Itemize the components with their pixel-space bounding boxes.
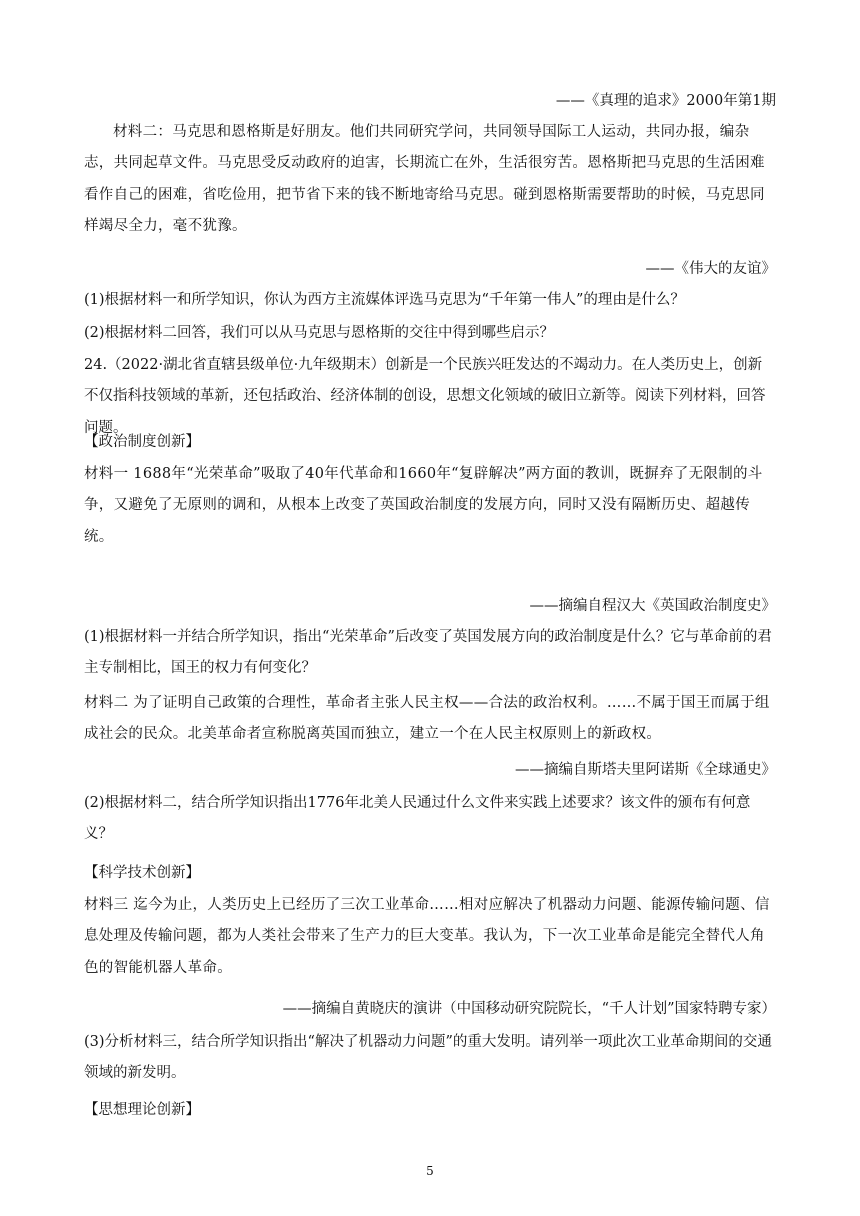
material-3-text: 材料三 迄今为止，人类历史上已经历了三次工业革命……相对应解决了机器动力问题、能源传输问题、信息处理及传输问题，都为人类社会带来了生产力的巨大变革。我认为，下一次工业革命是能完全替代人角色的智能机器人革命。 bbox=[84, 897, 770, 976]
material-1-text: 材料一 1688年“光荣革命”吸取了40年代革命和1660年“复辟解决”两方面的教训，既摒弃了无限制的斗争，又避免了无原则的调和，从根本上改变了英国政治制度的发展方向，同时又没有隔断历史、超越传统。 bbox=[84, 466, 763, 545]
section-tech-heading: 【科学技术创新】 bbox=[84, 865, 200, 881]
question-24-3: (3)分析材料三，结合所学知识指出“解决了机器动力问题”的重大发明。请列举一项此次工业革命期间的交通领域的新发明。 bbox=[84, 1034, 772, 1082]
page-number: 5 bbox=[426, 1164, 434, 1178]
section-thought-heading: 【思想理论创新】 bbox=[84, 1102, 200, 1118]
section-political-heading: 【政治制度创新】 bbox=[84, 434, 200, 450]
question-24-2: (2)根据材料二，结合所学知识指出1776年北美人民通过什么文件来实践上述要求？该文件的颁布有何意义？ bbox=[84, 795, 751, 843]
question-23-2: (2)根据材料二回答，我们可以从马克思与恩格斯的交往中得到哪些启示？ bbox=[84, 325, 555, 341]
question-24-1: (1)根据材料一并结合所学知识，指出“光荣革命”后改变了英国发展方向的政治制度是什么？它与革命前的君主专制相比，国王的权力有何变化？ bbox=[84, 629, 772, 677]
question-23-1: (1)根据材料一和所学知识，你认为西方主流媒体评选马克思为“千年第一伟人”的理由是什么？ bbox=[84, 292, 685, 308]
material-3-source: ——摘编自黄晓庆的演讲（中国移动研究院院长，“千人计划”国家特聘专家） bbox=[282, 1001, 776, 1017]
source-citation-2: ——《伟大的友谊》 bbox=[645, 261, 776, 277]
material-2b-text: 材料二 为了证明自己政策的合理性，革命者主张人民主权——合法的政治权利。……不属于国王而属于组成社会的民众。北美革命者宣称脱离英国而独立，建立一个在人民主权原则上的新政权。 bbox=[84, 695, 770, 743]
source-citation-1: ——《真理的追求》2000年第1期 bbox=[555, 93, 776, 109]
question-24-intro: 24.（2022·湖北省直辖县级单位·九年级期末）创新是一个民族兴旺发达的不竭动力。在人类历史上，创新不仅指科技领域的革新，还包括政治、经济体制的创设，思想文化领域的破旧立新等。阅读下列材料，回答问题。 bbox=[84, 357, 766, 436]
material-2b-source: ——摘编自斯塔夫里阿诺斯《全球通史》 bbox=[515, 762, 776, 778]
material-1-source: ——摘编自程汉大《英国政治制度史》 bbox=[529, 598, 776, 614]
material-2-text: 材料二：马克思和恩格斯是好朋友。他们共同研究学问，共同领导国际工人运动，共同办报，编杂志，共同起草文件。马克思受反动政府的迫害，长期流亡在外，生活很穷苦。恩格斯把马克思的生活困难看作自己的困难，省吃俭用，把节省下来的钱不断地寄给马克思。碰到恩格斯需要帮助的时候，马克思同样竭尽全力，毫不犹豫。 bbox=[84, 124, 765, 234]
